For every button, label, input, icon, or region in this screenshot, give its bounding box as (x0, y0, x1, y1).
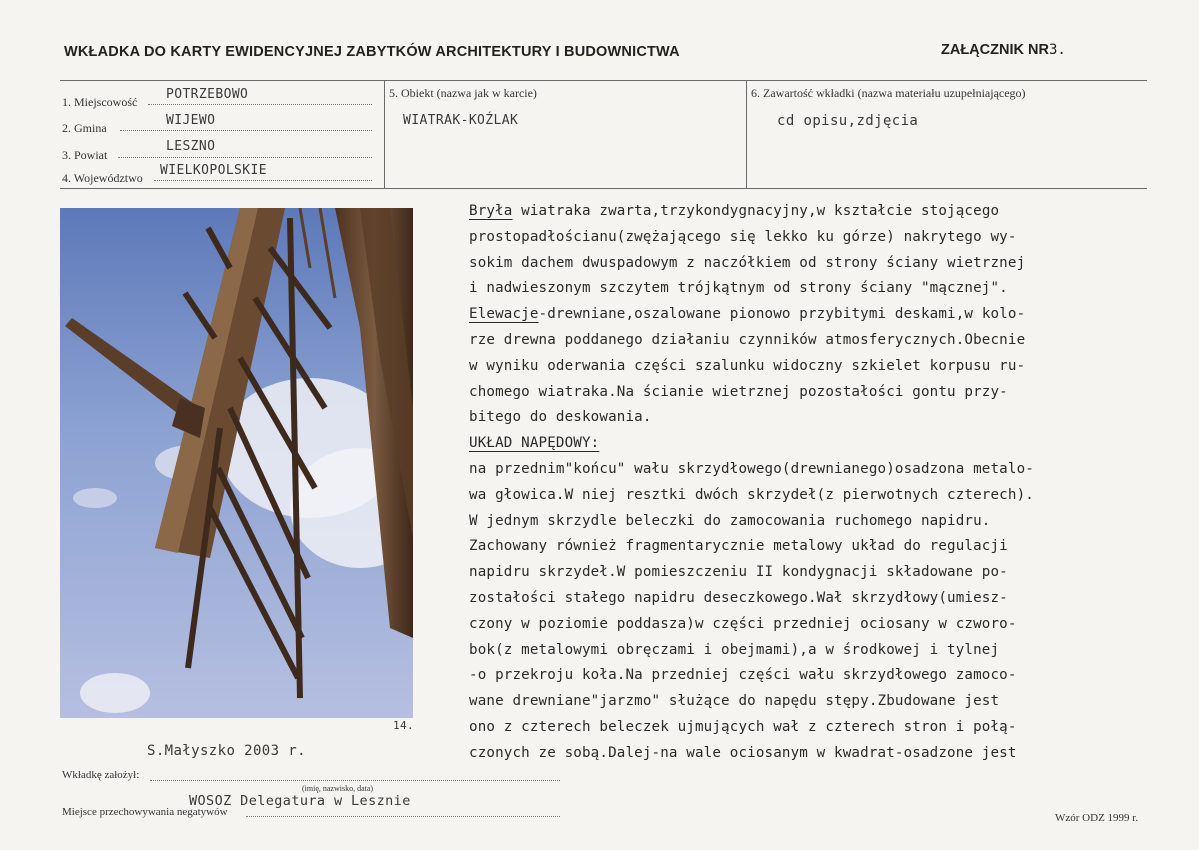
storage-label: Miejsce przechowywania negatywów (62, 806, 228, 818)
gmina-label: 2. Gmina (62, 121, 107, 135)
miejscowosc-value: POTRZEBOWO (166, 87, 249, 102)
description-line: ono z czterech beleczek ujmujących wał z czterech stron i połą- (469, 718, 1017, 735)
description-line: Elewacje-drewniane,oszalowane pionowo przybitymi deskami,w kolo- (469, 306, 1026, 323)
obiekt-label: 5. Obiekt (nazwa jak w karcie) (389, 86, 537, 100)
description-line: bitego do deskowania. (469, 409, 652, 426)
description-line: bok(z metalowymi obręczami i obejmami),a w środkowej i tylnej (469, 641, 1000, 658)
storage-value: WOSOZ Delegatura w Lesznie (189, 793, 411, 809)
storage-dotted-line (246, 816, 560, 817)
form-bottom-rule (60, 188, 1147, 189)
description-line: W jednym skrzydle beleczki do zamocowania ruchomego napidru. (469, 512, 991, 529)
description-line: -o przekroju koła.Na przedniej części wału skrzydłowego zamoco- (469, 667, 1017, 684)
gmina-dotted-line (120, 130, 372, 131)
windmill-photo-image (60, 208, 413, 718)
wojewodztwo-value: WIELKOPOLSKIE (160, 163, 267, 178)
description-line: napidru skrzydeł.W pomieszczeniu II kondygnacji składowane po- (469, 564, 1008, 581)
gmina-value: WIJEWO (166, 113, 216, 128)
description-line: chomego wiatraka.Na ścianie wietrznej pozostałości gontu przy- (469, 383, 1008, 400)
form-model-label: Wzór ODZ 1999 r. (1055, 812, 1139, 824)
description-line: czonych ze sobą.Dalej-na wale ociosanym w kwadrat-osadzone jest (469, 744, 1017, 761)
windmill-photo (60, 208, 413, 718)
zawartosc-label: 6. Zawartość wkładki (nazwa materiału uzupełniającego) (751, 86, 1026, 100)
description-line: i nadwieszonym szczytem trójkątnym od strony ściany "mącznej". (469, 280, 1008, 297)
annex-label: ZAŁĄCZNIK NR3. (941, 42, 1066, 58)
description-line: Bryła wiatraka zwarta,trzykondygnacyjny,w kształcie stojącego (469, 203, 1000, 219)
wojewodztwo-dotted-line (154, 180, 372, 181)
founder-dotted-line (150, 780, 560, 781)
description-line: w wyniku oderwania części szalunku widoczny szkielet korpusu ru- (469, 357, 1026, 374)
zawartosc-value: cd opisu,zdjęcia (777, 113, 919, 129)
form-divider-1 (384, 80, 385, 188)
description-line: zostałości stałego napidru deseczkowego.Wał skrzydłowy(umiesz- (469, 589, 1008, 606)
photo-author-caption: S.Małyszko 2003 r. (147, 743, 306, 759)
founder-label: Wkładkę założył: (62, 769, 140, 781)
wojewodztwo-label: 4. Województwo (62, 171, 143, 185)
form-divider-2 (746, 80, 747, 188)
miejscowosc-dotted-line (148, 104, 372, 105)
annex-number: 3. (1048, 42, 1066, 58)
form-top-rule (60, 80, 1147, 81)
powiat-value: LESZNO (166, 139, 216, 154)
founder-hint: (imię, nazwisko, data) (302, 784, 374, 793)
description-text (469, 199, 1149, 767)
photo-number: 14. (393, 719, 415, 732)
obiekt-value: WIATRAK-KOŹLAK (403, 113, 519, 128)
miejscowosc-label: 1. Miejscowość (62, 95, 138, 109)
description-line: wane drewniane"jarzmo" służące do napędu stępy.Zbudowane jest (469, 693, 1000, 710)
description-line: prostopadłościanu(zwężającego się lekko ku górze) nakrytego wy- (469, 228, 1017, 245)
description-line: czony w poziomie poddasza)w części przedniej ociosany w czworo- (469, 615, 1017, 632)
description-line: na przednim"końcu" wału skrzydłowego(drewnianego)osadzona metalo- (469, 460, 1034, 477)
description-line: sokim dachem dwuspadowym z naczółkiem od strony ściany wietrznej (469, 254, 1026, 271)
description-line: UKŁAD NAPĘDOWY: (469, 435, 600, 452)
powiat-label: 3. Powiat (62, 148, 108, 162)
powiat-dotted-line (118, 157, 372, 158)
document-title: WKŁADKA DO KARTY EWIDENCYJNEJ ZABYTKÓW ARCHITEKTURY I BUDOWNICTWA (64, 44, 680, 60)
description-line: Zachowany również fragmentarycznie metalowy układ do regulacji (469, 538, 1008, 555)
description-line: rze drewna poddanego działaniu czynników atmosferycznych.Obecnie (469, 331, 1026, 348)
description-line: wa głowica.W niej resztki dwóch skrzydeł(z pierwotnych czterech). (469, 486, 1034, 503)
